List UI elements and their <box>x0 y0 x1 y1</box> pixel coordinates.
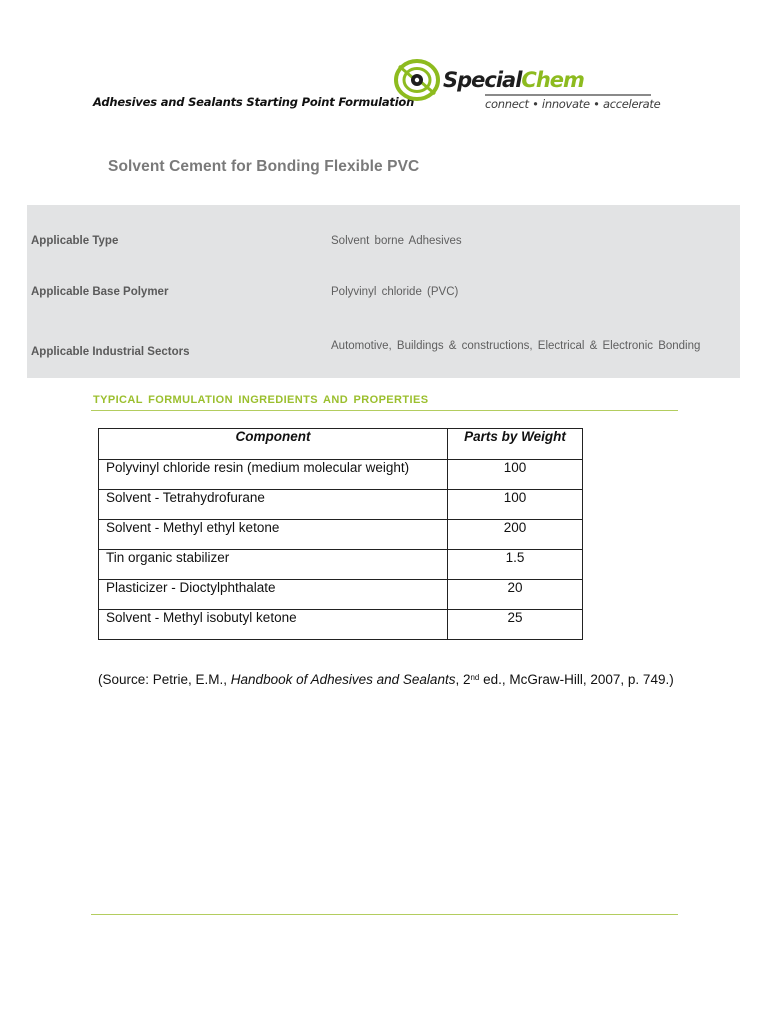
table-header-row <box>99 429 583 460</box>
logo-wordmark-special: Special <box>443 68 522 92</box>
specialchem-logo <box>393 58 661 116</box>
table-row <box>99 520 583 550</box>
info-value-base-polymer: Polyvinyl chloride (PVC) <box>331 286 459 298</box>
logo-divider <box>485 94 651 96</box>
cell-parts-by-weight: 1.5 <box>448 550 583 580</box>
info-label-industrial-sectors: Applicable Industrial Sectors <box>31 346 190 358</box>
applicability-info-box <box>27 205 740 378</box>
formulation-table <box>98 428 583 640</box>
info-value-type: Solvent borne Adhesives <box>331 235 462 247</box>
cell-parts-by-weight: 25 <box>448 610 583 640</box>
cell-parts-by-weight: 100 <box>448 460 583 490</box>
citation-edition: , 2 <box>455 672 471 687</box>
table-row <box>99 460 583 490</box>
logo-wordmark-chem: Chem <box>521 68 584 92</box>
info-label-base-polymer: Applicable Base Polymer <box>31 286 169 298</box>
citation-book-title: Handbook of Adhesives and Sealants <box>230 672 456 687</box>
cell-parts-by-weight: 200 <box>448 520 583 550</box>
citation-edition-suffix: nd <box>470 673 480 682</box>
logo-tagline: connect • innovate • accelerate <box>485 97 661 111</box>
cell-component: Tin organic stabilizer <box>99 550 448 580</box>
source-citation <box>98 671 678 688</box>
info-label-type: Applicable Type <box>31 235 119 247</box>
cell-component: Solvent - Tetrahydrofurane <box>99 490 448 520</box>
info-value-industrial-sectors: Automotive, Buildings & constructions, Electrical & Electronic Bonding <box>331 340 701 352</box>
table-row <box>99 610 583 640</box>
specialchem-logo-mark-icon <box>393 58 441 102</box>
table-row <box>99 490 583 520</box>
section-heading-formulation: TYPICAL FORMULATION INGREDIENTS AND PROPERTIES <box>93 394 429 406</box>
table-row <box>99 580 583 610</box>
column-header-component: Component <box>99 429 448 460</box>
section-divider <box>91 410 678 411</box>
cell-component: Polyvinyl chloride resin (medium molecular weight) <box>99 460 448 490</box>
table-row <box>99 550 583 580</box>
page-title: Solvent Cement for Bonding Flexible PVC <box>108 158 420 175</box>
citation-suffix: ed., McGraw-Hill, 2007, p. 749.) <box>479 672 674 687</box>
cell-parts-by-weight: 100 <box>448 490 583 520</box>
column-header-parts-by-weight: Parts by Weight <box>448 429 583 460</box>
footer-divider <box>91 914 678 915</box>
logo-wordmark <box>443 68 584 92</box>
cell-component: Solvent - Methyl isobutyl ketone <box>99 610 448 640</box>
document-series-title: Adhesives and Sealants Starting Point Formulation <box>93 95 415 109</box>
citation-prefix: (Source: Petrie, E.M., <box>98 672 231 687</box>
cell-component: Solvent - Methyl ethyl ketone <box>99 520 448 550</box>
cell-parts-by-weight: 20 <box>448 580 583 610</box>
cell-component: Plasticizer - Dioctylphthalate <box>99 580 448 610</box>
